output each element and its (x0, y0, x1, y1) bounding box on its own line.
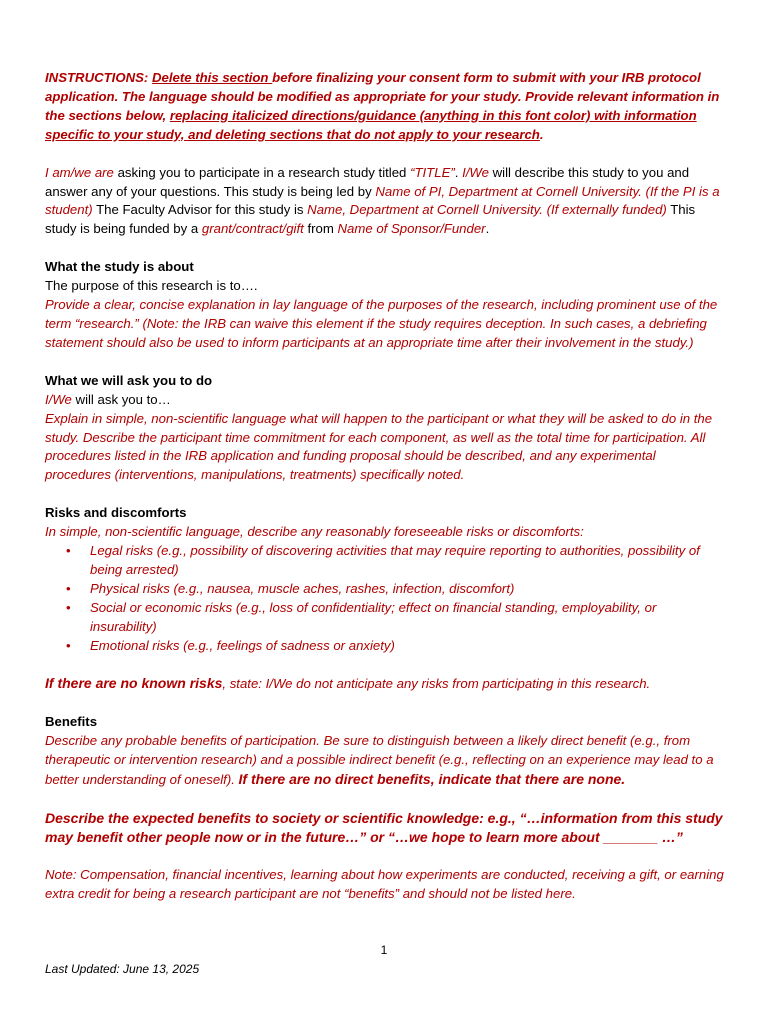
delete-section-note: Delete this section (151, 70, 273, 85)
list-item: • Social or economic risks (e.g., loss of confidentiality; effect on financial standing, employability, or insurability) (90, 599, 724, 637)
intro-text: . (485, 221, 490, 237)
ask-lead-text: will ask you to… (71, 391, 171, 407)
intro-placeholder-sponsor: Name of Sponsor/Funder (337, 221, 486, 237)
ask-guidance: Explain in simple, non-scientific language what will happen to the participant or what they will be asked to do in the study. Describe the participant time commitment for each component, as well as the total time for participation. All procedures listed in the IRB application and funding proposal should be described, and any experimental procedures (interventions, manipulations, treatments) specifically noted. (45, 410, 713, 483)
no-risks-text: , state: I/We do not anticipate any risks from participating in this research. (222, 676, 651, 692)
list-item: • Emotional risks (e.g., feelings of sadness or anxiety) (90, 637, 724, 656)
section-heading-about: What the study is about (45, 259, 194, 275)
benefits-guidance (45, 732, 724, 790)
section-heading-benefits: Benefits (45, 714, 98, 730)
no-risks-bold: If there are no known risks (45, 675, 223, 692)
instructions-underlined-text: replacing italicized directions/guidance (anything in this font color) with information specific to your study, and deleting sections that do not apply to your research (45, 107, 697, 142)
intro-placeholder-advisor: Name, Department at Cornell University. (If externally funded) (307, 202, 667, 218)
section-heading-ask: What we will ask you to do (45, 372, 213, 388)
intro-placeholder-title: “TITLE” (410, 164, 455, 180)
intro-text: will describe this study to you and answer any of your questions. This study is being led by (45, 164, 690, 199)
intro-text: The Faculty Advisor for this study is (92, 202, 308, 218)
footer-last-updated: Last Updated: June 13, 2025 (45, 962, 200, 976)
intro-paragraph (45, 164, 724, 240)
ask-placeholder-iwe: I/We (45, 391, 72, 407)
instructions-block (45, 69, 724, 145)
intro-placeholder-funding-type: grant/contract/gift (201, 221, 304, 237)
section-heading-risks: Risks and discomforts (45, 505, 187, 521)
instructions-label: INSTRUCTIONS: (45, 70, 152, 85)
benefits-guidance-text: Describe any probable benefits of participation. Be sure to distinguish between a likely direct benefit (e.g., from therapeutic or intervention research) and a possible indirect benefit (e.g., reflecting on an experience may lead to a better understanding of oneself). (45, 733, 714, 788)
society-benefits: Describe the expected benefits to society or scientific knowledge: e.g., “…information from this study may benefit other people now or in the future…” or “…we hope to learn more about _______ …” (45, 810, 723, 845)
intro-placeholder-iwe: I/We (462, 164, 489, 180)
risks-list (45, 542, 724, 655)
about-guidance: Provide a clear, concise explanation in lay language of the purposes of the research, including prominent use of the term “research.” (Note: the IRB can waive this element if the study requires deception. In such cases, a debriefing statement should also be used to inform participants at an appropriate time after their involvement in the study.) (45, 297, 718, 350)
intro-text: This study is being funded by a (45, 202, 696, 237)
instructions-text: before finalizing your consent form to submit with your IRB protocol application. The language should be modified as appropriate for your study. Provide relevant information in the sections below, (45, 70, 720, 123)
intro-text: asking you to participate in a research study titled (113, 164, 411, 180)
ask-lead (45, 391, 724, 410)
page-number: 1 (380, 943, 388, 957)
instructions-end: . (539, 126, 544, 142)
intro-text: . (454, 164, 463, 180)
intro-placeholder-pi: Name of PI, Department at Cornell University. (If the PI is a student) (45, 183, 720, 218)
risks-lead: In simple, non-scientific language, describe any reasonably foreseeable risks or discomforts: (45, 524, 584, 540)
list-item: • Physical risks (e.g., nausea, muscle aches, rashes, infection, discomfort) (90, 580, 724, 599)
intro-placeholder-iam: I am/we are (45, 164, 114, 180)
list-item: • Legal risks (e.g., possibility of discovering activities that may require reporting to authorities, possibility of being arrested) (90, 542, 724, 580)
about-lead: The purpose of this research is to…. (45, 278, 258, 294)
intro-text: from (303, 221, 338, 237)
compensation-note: Note: Compensation, financial incentives, learning about how experiments are conducted, receiving a gift, or earning extra credit for being a research participant are not “benefits” and should not be listed here. (45, 866, 724, 901)
no-risks-statement (45, 674, 724, 694)
no-benefits-bold: If there are no direct benefits, indicate that there are none. (238, 771, 626, 788)
